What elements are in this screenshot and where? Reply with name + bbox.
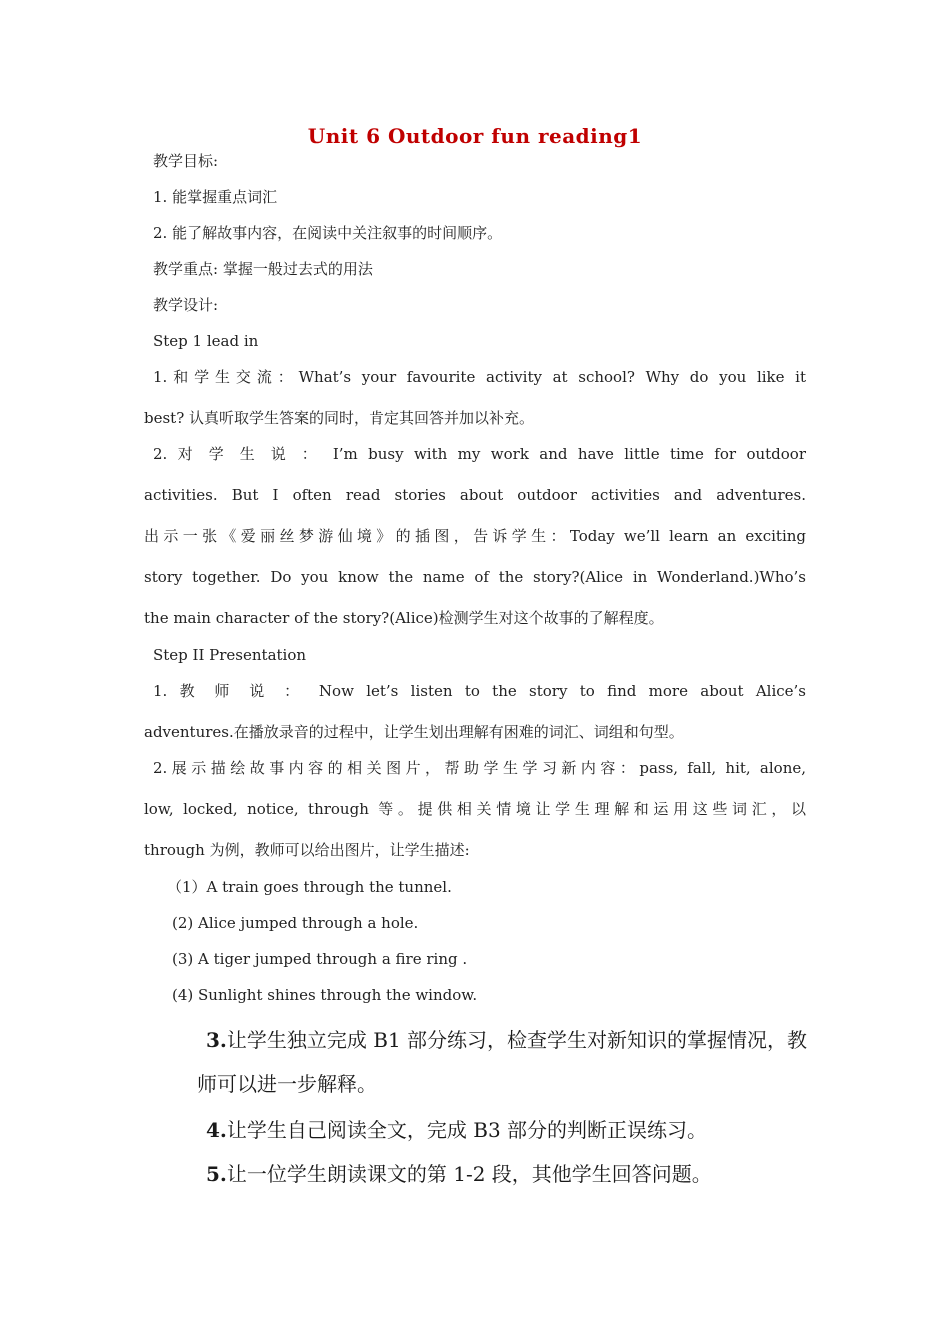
goal-1: 1. 能掌握重点词汇 <box>153 188 278 206</box>
teaching-goals-heading: 教学目标: <box>153 152 219 170</box>
step2-item3-number: 3. <box>206 1028 227 1052</box>
step2-item4 <box>206 1117 707 1143</box>
step2-item3-line1 <box>206 1027 807 1053</box>
step1-item2-line1: 2. 对 学 生 说 ： I’m busy with my work and have little time for outdoor <box>153 445 806 463</box>
step-2-heading: Step II Presentation <box>153 646 307 664</box>
example-sentence-1: （1）A train goes through the tunnel. <box>167 878 452 896</box>
teaching-design-heading: 教学设计: <box>153 296 219 314</box>
step1-item2-line2: activities. But I often read stories about outdoor activities and adventures. <box>144 486 806 504</box>
step1-item1-line2: best? 认真听取学生答案的同时，肯定其回答并加以补充。 <box>144 409 535 427</box>
step2-item4-text: 让学生自己阅读全文，完成 B3 部分的判断正误练习。 <box>226 1118 708 1142</box>
step1-item2-line3: 出示一张《爱丽丝梦游仙境》的插图，告诉学生：Today we’ll learn an exciting <box>144 527 806 545</box>
page-title: Unit 6 Outdoor fun reading1 <box>307 124 643 148</box>
example-sentence-4: (4) Sunlight shines through the window. <box>172 986 478 1004</box>
step1-item2-line5: the main character of the story?(Alice)检测学生对这个故事的了解程度。 <box>144 609 664 627</box>
step2-item2-line3: through 为例，教师可以给出图片，让学生描述: <box>144 841 470 859</box>
teaching-focus: 教学重点: 掌握一般过去式的用法 <box>153 260 373 278</box>
step2-item2-line2: low, locked, notice, through 等。提供相关情境让学生理解和运用这些词汇，以 <box>144 800 806 818</box>
step2-item5-text: 让一位学生朗读课文的第 1-2 段，其他学生回答问题。 <box>226 1162 712 1186</box>
step1-item1-line1: 1.和学生交流：What’s your favourite activity at school? Why do you like it <box>153 368 806 386</box>
step2-item3-line2: 师可以进一步解释。 <box>197 1072 377 1096</box>
step2-item1-line1: 1. 教 师 说 ： Now let’s listen to the story to find more about Alice’s <box>153 682 806 700</box>
goal-2: 2. 能了解故事内容，在阅读中关注叙事的时间顺序。 <box>153 224 503 242</box>
step2-item2-line1: 2.展示描绘故事内容的相关图片，帮助学生学习新内容：pass, fall, hit, alone, <box>153 759 806 777</box>
step2-item5 <box>206 1161 712 1187</box>
step2-item5-number: 5. <box>206 1162 227 1186</box>
step2-item1-line2: adventures.在播放录音的过程中，让学生划出理解有困难的词汇、词组和句型。 <box>144 723 684 741</box>
step-1-heading: Step 1 lead in <box>153 332 259 350</box>
step2-item4-number: 4. <box>206 1118 227 1142</box>
example-sentence-3: (3) A tiger jumped through a fire ring . <box>172 950 468 968</box>
step1-item2-line4: story together. Do you know the name of the story?(Alice in Wonderland.)Who’s <box>144 568 806 586</box>
step2-item3-text: 让学生独立完成 B1 部分练习，检查学生对新知识的掌握情况，教 <box>226 1028 808 1052</box>
example-sentence-2: (2) Alice jumped through a hole. <box>172 914 419 932</box>
